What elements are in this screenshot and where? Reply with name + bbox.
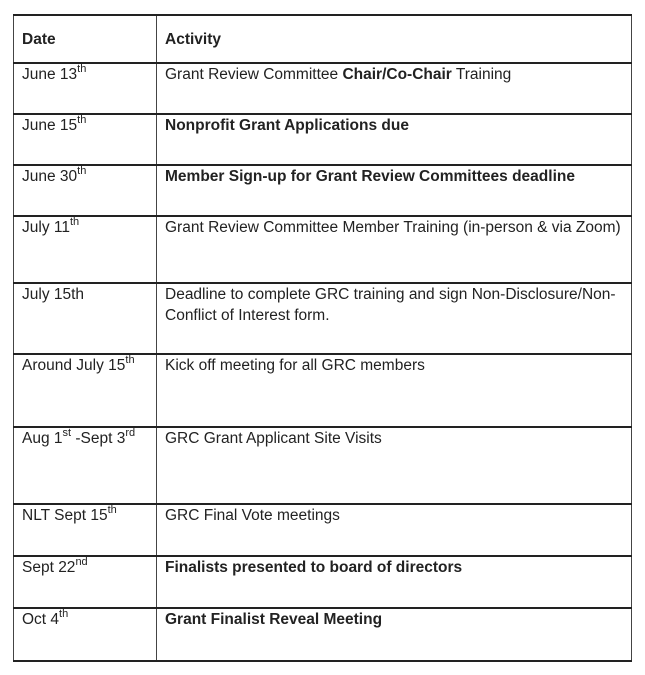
date-ordinal-suffix: nd [75,556,88,568]
date-ordinal-suffix: th [77,165,87,177]
activity-text-bold: Chair/Co-Chair [342,66,452,83]
date-cell [14,354,157,427]
date-text: Sept 22 [22,559,76,576]
date-cell [14,114,157,165]
activity-text: GRC Final Vote meetings [165,507,340,524]
activity-cell [157,556,632,608]
activity-text-bold: Finalists presented to board of directors [165,559,463,576]
date-text: Around July 15 [22,357,126,374]
table-row [14,354,632,427]
activity-text: Deadline to complete GRC training and sign Non-Disclosure/Non-Conflict of Interest form. [165,286,616,324]
activity-cell [157,354,632,427]
activity-text-bold: Grant Finalist Reveal Meeting [165,611,383,628]
table-row [14,556,632,608]
date-ordinal-suffix: th [107,504,117,516]
activity-text: Grant Review Committee [165,66,343,83]
date-text: June 15 [22,117,78,134]
table-row [14,608,632,661]
date-cell [14,216,157,283]
activity-text-bold: Nonprofit Grant Applications due [165,117,409,134]
date-ordinal-suffix: rd [125,427,136,439]
activity-cell [157,504,632,556]
activity-text-bold: Member Sign-up for Grant Review Committees deadline [165,168,575,185]
table-row [14,114,632,165]
date-ordinal-suffix: th [125,354,135,366]
date-column-header: Date [14,15,157,63]
date-cell [14,504,157,556]
table-row [14,283,632,354]
header-row [14,15,632,63]
activity-column-header: Activity [157,15,632,63]
activity-text: Grant Review Committee Member Training (in-person & via Zoom) [165,219,621,236]
date-ordinal-suffix: th [59,608,69,620]
activity-text: GRC Grant Applicant Site Visits [165,430,382,447]
date-cell [14,165,157,216]
activity-cell [157,283,632,354]
date-text: NLT Sept 15 [22,507,108,524]
date-cell [14,283,157,354]
activity-cell [157,608,632,661]
schedule-table [13,14,632,662]
date-cell [14,556,157,608]
date-range-end: -Sept 3 [71,430,126,447]
date-ordinal-suffix: st [62,427,72,439]
date-cell [14,63,157,114]
activity-cell [157,216,632,283]
date-cell [14,608,157,661]
table-row [14,216,632,283]
table-row [14,63,632,114]
date-text: July 11 [22,219,70,236]
date-text: Oct 4 [22,611,60,628]
date-ordinal-suffix: th [77,114,87,126]
activity-cell [157,114,632,165]
activity-text: Training [451,66,512,83]
date-cell [14,427,157,504]
date-text: June 13 [22,66,78,83]
date-text: June 30 [22,168,78,185]
table-row [14,504,632,556]
activity-cell [157,427,632,504]
activity-text: Kick off meeting for all GRC members [165,357,425,374]
activity-cell [157,165,632,216]
date-text: Aug 1 [22,430,63,447]
table-row [14,427,632,504]
schedule-rows [14,63,632,661]
activity-cell [157,63,632,114]
date-ordinal-suffix: th [69,216,80,228]
table-row [14,165,632,216]
date-text: July 15th [22,286,85,303]
date-ordinal-suffix: th [77,63,87,75]
